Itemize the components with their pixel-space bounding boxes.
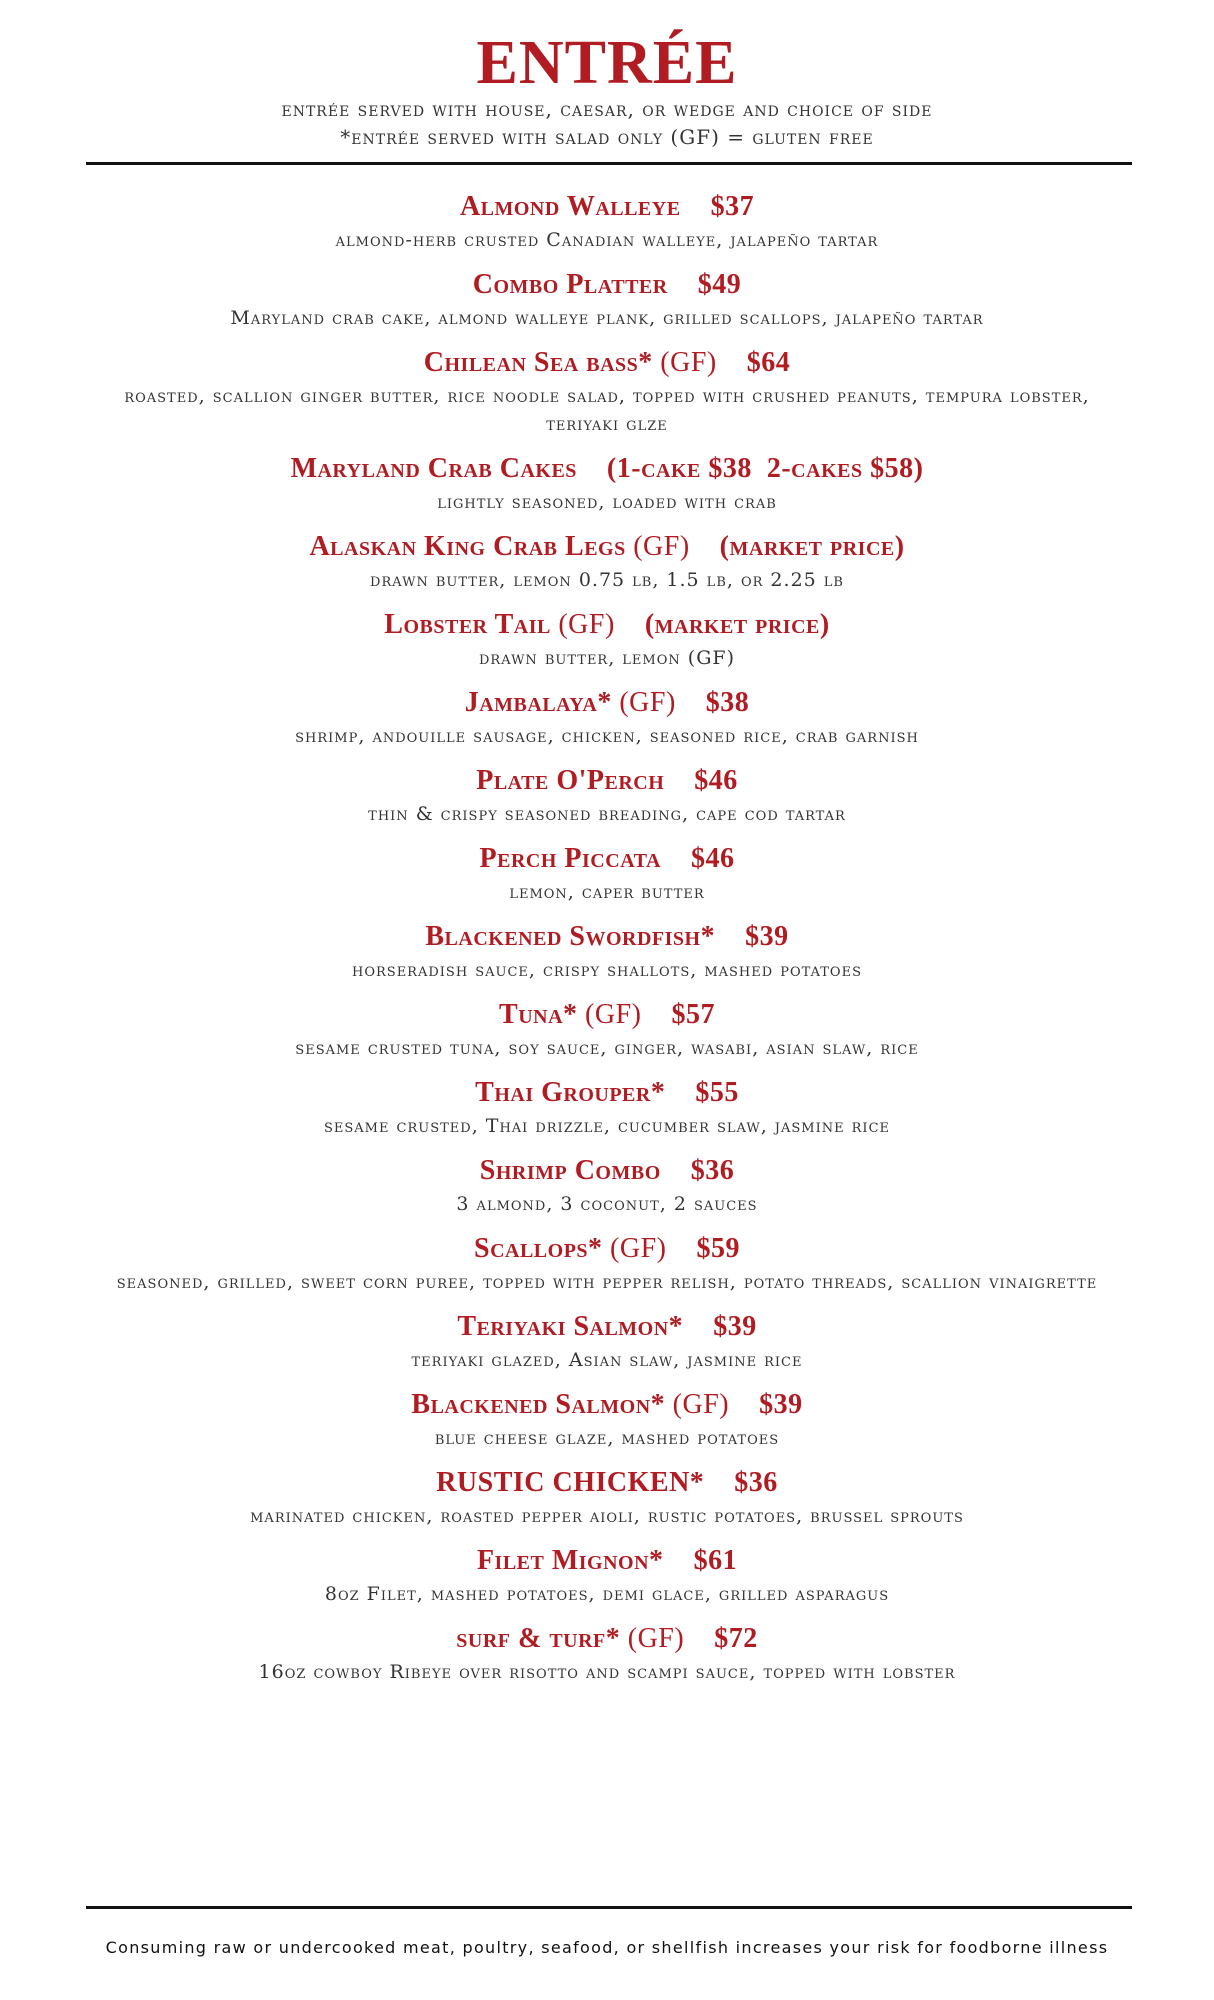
- menu-item: [0, 530, 1214, 594]
- menu-item-title: [0, 190, 1214, 224]
- menu-item-name: Alaskan King Crab Legs: [309, 531, 626, 562]
- menu-item: [0, 920, 1214, 984]
- menu-item-title: [0, 530, 1214, 564]
- menu-item-description: lightly seasoned, loaded with crab: [437, 491, 777, 513]
- menu-item-name: Blackened Salmon*: [411, 1389, 666, 1420]
- menu-item-price: $39: [745, 921, 789, 952]
- menu-item-title: [0, 268, 1214, 302]
- menu-item-name: Maryland Crab Cakes: [290, 453, 577, 484]
- menu-item-description: thin & crispy seasoned breading, cape cod tartar: [368, 803, 846, 825]
- menu-item-name: Perch Piccata: [479, 843, 661, 874]
- menu-item-description: roasted, scallion ginger butter, rice noodle salad, topped with crushed peanuts, tempura lobster, teriyaki glze: [124, 385, 1090, 435]
- menu-item-price: $55: [695, 1077, 739, 1108]
- menu-item-description: marinated chicken, roasted pepper aioli, rustic potatoes, brussel sprouts: [250, 1505, 964, 1527]
- menu-item: [0, 1232, 1214, 1296]
- menu-item-name: Lobster Tail: [384, 609, 551, 640]
- menu-item-description: almond-herb crusted Canadian walleye, jalapeño tartar: [335, 229, 879, 251]
- menu-item-gluten-free-tag: (GF): [558, 609, 615, 640]
- menu-item-name: Teriyaki Salmon*: [457, 1311, 684, 1342]
- menu-item-price: $36: [734, 1467, 778, 1498]
- menu-item: [0, 1076, 1214, 1140]
- menu-item-name: Scallops*: [474, 1233, 603, 1264]
- menu-item-title: [0, 1154, 1214, 1188]
- menu-item-price: $49: [697, 269, 742, 300]
- menu-item-name: Combo Platter: [472, 269, 668, 300]
- menu-item-description: 3 almond, 3 coconut, 2 sauces: [456, 1193, 758, 1215]
- menu-item-name: Tuna*: [499, 999, 578, 1030]
- menu-item-description: sesame crusted tuna, soy sauce, ginger, wasabi, asian slaw, rice: [295, 1037, 919, 1059]
- menu-item-price: (market price): [719, 531, 905, 562]
- menu-item: [0, 1154, 1214, 1218]
- menu-item: [0, 608, 1214, 672]
- menu-item-gluten-free-tag: (GF): [672, 1389, 730, 1420]
- menu-item-title: [0, 686, 1214, 720]
- menu-item: [0, 346, 1214, 438]
- header-divider: [86, 162, 1132, 165]
- menu-item-title: [0, 608, 1214, 642]
- menu-item-price: $57: [671, 999, 715, 1030]
- menu-item: [0, 190, 1214, 254]
- menu-item-gluten-free-tag: (GF): [660, 347, 717, 378]
- menu-item: [0, 1466, 1214, 1530]
- menu-item-name: Chilean Sea bass*: [423, 347, 653, 378]
- menu-item: [0, 998, 1214, 1062]
- menu-item-description: horseradish sauce, crispy shallots, mashed potatoes: [352, 959, 862, 981]
- menu-item: [0, 686, 1214, 750]
- menu-item-name: Jambalaya*: [464, 687, 612, 718]
- menu-item-name: Thai Grouper*: [475, 1077, 666, 1108]
- subtitle-gluten-free-note: *entrée served with salad only (GF) = gluten free: [340, 125, 874, 149]
- page-title: ENTRÉE: [476, 29, 738, 97]
- menu-item-gluten-free-tag: (GF): [585, 999, 642, 1030]
- menu-item: [0, 1310, 1214, 1374]
- menu-item-price: $72: [714, 1623, 758, 1654]
- menu-item-title: [0, 346, 1214, 380]
- menu-item-title: [0, 998, 1214, 1032]
- menu-item-name: Filet Mignon*: [476, 1545, 664, 1576]
- menu-item-title: [0, 1622, 1214, 1656]
- menu-item-title: [0, 1466, 1214, 1500]
- menu-item-price: $39: [759, 1389, 803, 1420]
- menu-item-title: [0, 764, 1214, 798]
- menu-item: [0, 1622, 1214, 1686]
- menu-item-title: [0, 1544, 1214, 1578]
- menu-item-price: $37: [710, 191, 755, 222]
- menu-item-price: $46: [694, 765, 738, 796]
- menu-item-description: seasoned, grilled, sweet corn puree, topped with pepper relish, potato threads, scallion vinaigrette: [116, 1271, 1098, 1293]
- menu-item-price: $36: [690, 1155, 735, 1186]
- menu-item: [0, 842, 1214, 906]
- menu-item-description: 8oz Filet, mashed potatoes, demi glace, grilled asparagus: [324, 1583, 890, 1605]
- menu-item-price: $61: [693, 1545, 738, 1576]
- menu-item-title: [0, 1232, 1214, 1266]
- menu-item: [0, 1388, 1214, 1452]
- menu-item-title: [0, 920, 1214, 954]
- menu-item-title: [0, 1388, 1214, 1422]
- menu-item-title: [0, 842, 1214, 876]
- menu-item-name: Almond Walleye: [459, 191, 681, 222]
- menu-item-name: Plate O'Perch: [476, 765, 665, 796]
- menu-item-gluten-free-tag: (GF): [619, 687, 676, 718]
- menu-item-gluten-free-tag: (GF): [627, 1623, 685, 1654]
- menu-item-title: [0, 1076, 1214, 1110]
- menu-item-gluten-free-tag: (GF): [633, 531, 690, 562]
- menu-item-price: $64: [746, 347, 791, 378]
- footer-divider: [86, 1906, 1132, 1909]
- menu-item-description: teriyaki glazed, Asian slaw, jasmine rice: [411, 1349, 803, 1371]
- menu-item: [0, 764, 1214, 828]
- menu-item-description: shrimp, andouille sausage, chicken, seasoned rice, crab garnish: [295, 725, 919, 747]
- menu-item: [0, 1544, 1214, 1608]
- menu-item-name: Shrimp Combo: [479, 1155, 661, 1186]
- menu-item-price: $46: [690, 843, 735, 874]
- menu-item-price: $39: [713, 1311, 757, 1342]
- menu-item-description: Maryland crab cake, almond walleye plank, grilled scallops, jalapeño tartar: [230, 307, 984, 329]
- menu-item-description: blue cheese glaze, mashed potatoes: [434, 1427, 780, 1449]
- footer-notice: Consuming raw or undercooked meat, poultry, seafood, or shellfish increases your risk for foodborne illness: [105, 1938, 1109, 1957]
- menu-item-description: drawn butter, lemon 0.75 lb, 1.5 lb, or 2.25 lb: [370, 569, 844, 591]
- menu-item-description: drawn butter, lemon (GF): [479, 647, 735, 669]
- menu-item-name: Blackened Swordfish*: [425, 921, 716, 952]
- menu-item-gluten-free-tag: (GF): [610, 1233, 667, 1264]
- menu-item-title: [0, 452, 1214, 486]
- menu-item-price: (1-cake $38 2-cakes $58): [606, 453, 924, 484]
- menu-item-name: RUSTIC CHICKEN*: [436, 1467, 705, 1498]
- menu-item: [0, 452, 1214, 516]
- menu-item-price: $59: [696, 1233, 740, 1264]
- menu-item: [0, 268, 1214, 332]
- menu-item-description: sesame crusted, Thai drizzle, cucumber slaw, jasmine rice: [323, 1115, 891, 1137]
- menu-item-name: surf & turf*: [456, 1623, 621, 1654]
- menu-item-price: $38: [705, 687, 750, 718]
- menu-item-description: 16oz cowboy Ribeye over risotto and scampi sauce, topped with lobster: [258, 1661, 956, 1683]
- menu-item-price: (market price): [644, 609, 830, 640]
- subtitle-serving-note: entrée served with house, caesar, or wedge and choice of side: [281, 97, 933, 121]
- menu-list: [0, 190, 1214, 1700]
- menu-item-description: lemon, caper butter: [509, 881, 705, 903]
- menu-item-title: [0, 1310, 1214, 1344]
